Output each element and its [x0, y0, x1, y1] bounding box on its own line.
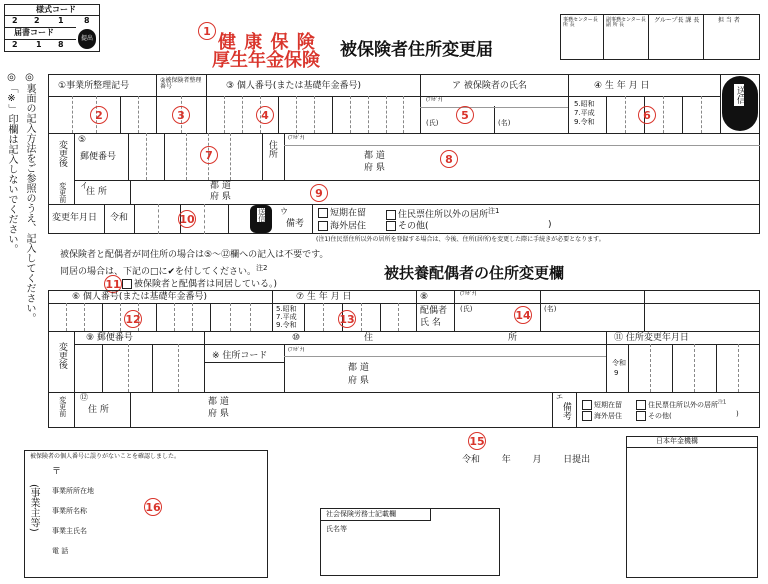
todo-label: 都 道: [364, 151, 385, 161]
label-spouse-birth: ⑦ 生 年 月 日: [296, 292, 352, 302]
spouse-before: 変更前: [58, 396, 67, 417]
spouse-short-stay-checkbox[interactable]: [582, 400, 592, 410]
i-label: イ: [80, 181, 88, 190]
spouse-fuken: 府 県: [348, 376, 369, 386]
filing-code-digit: 8: [58, 40, 64, 49]
label-sho: 所: [508, 333, 518, 343]
label-office-code: ①事業所整理記号: [58, 81, 130, 91]
label-addr-code: ※ 住所コード: [212, 351, 268, 361]
change-date-label: 変更年月日: [52, 213, 98, 223]
marker-12: 12: [124, 310, 142, 328]
label-insured-no: ②被保険者整理番号: [160, 77, 202, 90]
label-insured-name: ア 被保険者の氏名: [452, 81, 527, 91]
mid-line-1: 被保険者と配偶者が同住所の場合は⑤～⑫欄への記入は不要です。: [60, 250, 329, 260]
spouse-opt-short: 短期在留: [594, 401, 622, 409]
fuken-label: 府 県: [364, 163, 385, 173]
label-c12: ⑫: [80, 393, 88, 402]
label-spouse-postal: ⑨ 郵便番号: [86, 333, 133, 343]
owner-name-label: 事業主氏名: [52, 527, 87, 535]
residence-other-checkbox[interactable]: [386, 210, 396, 220]
marker-8: 8: [440, 150, 458, 168]
spouse-opt-overseas: 海外居住: [594, 412, 622, 420]
sharoushi-name-label: 氏名等: [326, 525, 347, 533]
marker-10: 10: [178, 210, 196, 228]
sharoushi-box: [320, 508, 500, 576]
before-label: 変更前: [58, 182, 67, 203]
era-heisei: 7.平成: [574, 109, 595, 117]
side-note-2: ◎「※」印欄は記入しないでください。: [6, 72, 17, 254]
opt-residence: 住民票住所以外の居所: [398, 210, 489, 220]
opt-other: その他(: [398, 221, 429, 232]
spouse-other-checkbox[interactable]: [636, 411, 646, 421]
spouse-overseas-checkbox[interactable]: [582, 411, 592, 421]
biko-label: 備考: [286, 219, 305, 229]
nenkin-title: 日本年金機構: [656, 437, 698, 445]
other-checkbox[interactable]: [386, 221, 396, 231]
filing-code-digit: 1: [36, 40, 42, 49]
marker-3: 3: [172, 106, 190, 124]
spouse-surname: (氏): [460, 305, 473, 313]
note1-mark: 注1: [488, 207, 500, 215]
spouse-todo: 都 道: [348, 363, 369, 373]
footnote-1: (注1)住民票住所以外の居所を登録する場合は、今後、住所(居所)を変更した際に手続きが必要となります。: [316, 236, 605, 243]
approval-1: 事務センター長 所 長: [563, 17, 598, 28]
submit-date: 令和 年 月 日提出: [462, 455, 591, 465]
spouse-fuken-before: 府 県: [208, 409, 229, 419]
marker-6: 6: [638, 106, 656, 124]
todo-before: 都 道: [210, 181, 231, 191]
era-showa: 5.昭和: [574, 100, 595, 108]
opt-overseas: 海外居住: [330, 221, 367, 232]
filing-code-digit: 2: [12, 40, 18, 49]
num5-label: ⑤: [78, 135, 87, 145]
cohabit-checkbox[interactable]: [122, 279, 132, 289]
spouse-furigana: (ﾌﾘｶﾞﾅ): [460, 291, 477, 297]
approval-2: 副事務センター長 副 所 長: [606, 17, 646, 28]
spouse-other-paren: ): [736, 410, 739, 418]
furigana-label: (ﾌﾘｶﾞﾅ): [426, 97, 443, 103]
nenkin-box: [626, 436, 758, 578]
label-e: エ: [556, 393, 563, 401]
surname-label: (氏): [426, 119, 439, 127]
opt-short-stay: 短期在留: [330, 208, 367, 219]
mid-line-2: 同居の場合は、下記の□に✔を付してください。$^{注2}$: [60, 264, 268, 277]
label-my-number: ③ 個人番号(または基礎年金番号): [226, 81, 361, 91]
marker-13: 13: [338, 310, 356, 328]
reiwa-label: 令和: [110, 213, 129, 223]
office-address-label: 事業所所在地: [52, 487, 94, 495]
address-label: 住所: [266, 140, 277, 158]
label-spouse-name: 配偶者 氏 名: [420, 306, 448, 328]
era-reiwa: 9.令和: [574, 118, 595, 126]
jusho-label: 住 所: [86, 187, 107, 197]
given-name-label: (名): [498, 119, 511, 127]
spouse-reiwa: 令和: [612, 359, 626, 367]
approval-3: グループ長 課 長: [654, 17, 700, 24]
fuken-before: 府 県: [210, 192, 231, 202]
marker-14: 14: [514, 306, 532, 324]
tel-label: 電 話: [52, 547, 69, 555]
marker-11: 11: [104, 275, 122, 293]
short-stay-checkbox[interactable]: [318, 208, 328, 218]
form-code-digit: 2: [34, 16, 40, 25]
form-code-digit: 8: [84, 16, 90, 25]
jigyonushi-label: (事業主等): [28, 484, 39, 532]
spouse-era-heisei: 7.平成: [276, 313, 297, 321]
marker-9: 9: [310, 184, 328, 202]
send-label-1: 送信: [734, 86, 745, 104]
spouse-opt-residence: 住民票住所以外の居所: [648, 401, 718, 409]
submit-badge: 提出: [78, 29, 96, 49]
title-kenko: 健 康 保 険: [218, 32, 316, 53]
marker-1: 1: [198, 22, 216, 40]
side-note-1: ◎裏面の記入方法をご参照のうえ、記入してください。: [24, 72, 35, 323]
sharoushi-title: 社会保険労務士記載欄: [326, 510, 396, 518]
confirm-text: 被保険者の個人番号に誤りがないことを確認しました。: [30, 453, 181, 460]
label-addr-change-date: ⑪ 住所変更年月日: [614, 333, 689, 343]
postal-label: 郵便番号: [80, 152, 117, 162]
spouse-residence-checkbox[interactable]: [636, 400, 646, 410]
spouse-era-showa: 5.昭和: [276, 305, 297, 313]
spouse-addr-furigana: (ﾌﾘｶﾞﾅ): [288, 347, 305, 353]
send-label-2: 送信: [257, 208, 266, 222]
overseas-checkbox[interactable]: [318, 221, 328, 231]
label-birthdate: ④ 生 年 月 日: [594, 81, 650, 91]
label-ju: 住: [364, 333, 374, 343]
spouse-section-title: 被扶養配偶者の住所変更欄: [384, 264, 565, 282]
marker-5: 5: [456, 106, 474, 124]
title-sub: 被保険者住所変更届: [340, 40, 493, 60]
approval-4: 担 当 者: [718, 17, 740, 24]
form-code-digit: 1: [58, 16, 64, 25]
zip-mark: 〒: [52, 467, 62, 477]
after-label: 変更後: [56, 140, 67, 167]
cohabit-label: 被保険者と配偶者は同居している。): [134, 279, 278, 290]
u-label: ウ: [280, 207, 288, 216]
address-furigana: (ﾌﾘｶﾞﾅ): [288, 135, 305, 141]
label-c8: ⑧: [420, 292, 429, 302]
title-kosei: 厚生年金保険: [212, 50, 320, 71]
filing-code-label: 届書コード: [14, 28, 54, 37]
other-close-paren: ): [548, 220, 552, 230]
label-c10: ⑩: [292, 333, 301, 343]
spouse-after: 変更後: [56, 342, 67, 369]
form-code-label: 様式コード: [36, 5, 76, 14]
marker-2: 2: [90, 106, 108, 124]
spouse-jusho: 住 所: [88, 405, 109, 415]
marker-16: 16: [144, 498, 162, 516]
marker-7: 7: [200, 146, 218, 164]
spouse-era-reiwa: 9.令和: [276, 321, 297, 329]
spouse-todo-before: 都 道: [208, 397, 229, 407]
spouse-opt-other: その他(: [648, 412, 672, 420]
form-code-digit: 2: [12, 16, 18, 25]
marker-4: 4: [256, 106, 274, 124]
spouse-given: (名): [544, 305, 557, 313]
spouse-reiwa-9: 9: [614, 369, 619, 377]
spouse-biko: 備考: [560, 402, 571, 420]
spouse-note1: 注1: [718, 399, 727, 406]
office-name-label: 事業所名称: [52, 507, 87, 515]
marker-15: 15: [468, 432, 486, 450]
label-spouse-number: ⑥ 個人番号(または基礎年金番号): [72, 292, 207, 302]
